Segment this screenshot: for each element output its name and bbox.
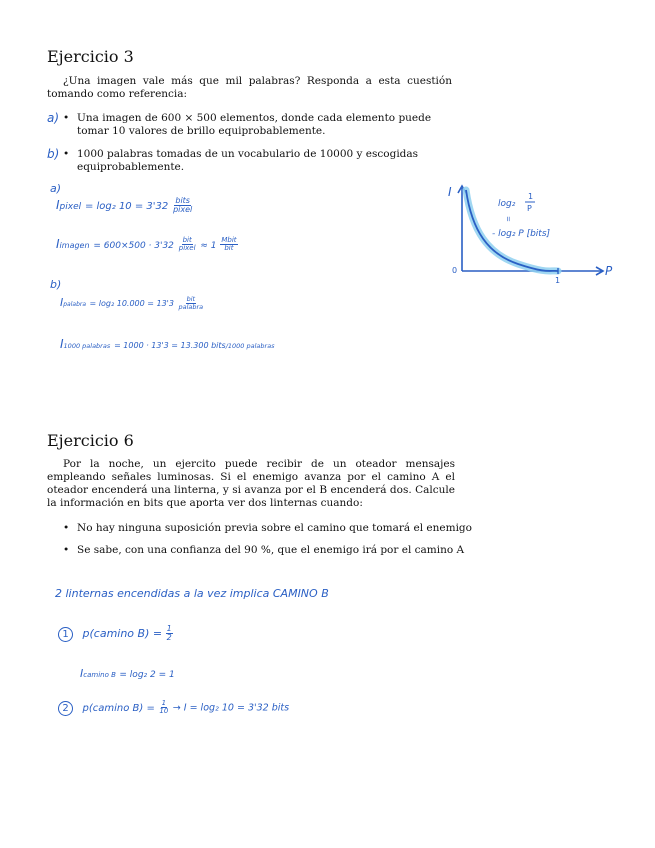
graph-x-tick: 1 — [555, 276, 561, 285]
hw-ipixel-rhs: = log₂ 10 = 3'32 — [84, 201, 169, 212]
frac-den: bit — [224, 244, 234, 252]
hw-b-label: b) — [50, 278, 62, 291]
bullet-dot: • — [63, 522, 70, 534]
graph-x-label: P — [605, 264, 613, 278]
frac-den: palabra — [178, 302, 204, 311]
hw-ipixel — [56, 197, 193, 214]
graph-origin: 0 — [452, 266, 458, 275]
hw-iimagen-frac1 — [178, 237, 197, 252]
case-1-badge: 1 — [58, 627, 73, 642]
hw-ipal-frac — [177, 296, 204, 310]
hw6-case1 — [58, 625, 173, 642]
hw-iimagen — [56, 237, 238, 252]
ex6-bullet-1 — [63, 522, 472, 536]
ex3-item-b — [63, 148, 452, 176]
ex6-bullet-2-text: Se sabe, con una confianza del 90 %, que el enemigo irá por el camino A — [77, 544, 465, 556]
ex6-bullet-2 — [63, 544, 463, 558]
hw6-i1-rhs: = log₂ 2 = 1 — [119, 670, 175, 680]
graph-ann1-num: 1 — [528, 192, 534, 201]
hw6-i1-lhs: I — [80, 667, 84, 680]
ex3-item-a-text: Una imagen de 600 × 500 elementos, donde cada elemento puede tomar 10 valores de brillo equiprobablemente. — [77, 112, 432, 137]
hw-iimagen-rhs: = 600×500 · 3'32 — [93, 241, 174, 251]
graph-ann2: - log₂ P [bits] — [492, 229, 551, 239]
frac-num: bit — [182, 236, 192, 244]
ex6-title: Ejercicio 6 — [47, 431, 134, 450]
frac-den: pixel — [178, 244, 196, 252]
hw6-i1-sub: camino B — [83, 671, 116, 679]
graph-y-label: I — [448, 185, 452, 199]
hw6-p2-lhs: p(camino B) = — [82, 702, 155, 714]
info-curve-graph — [440, 176, 620, 291]
hw-ipal-lhs: I — [60, 296, 64, 309]
frac-den: 10 — [159, 707, 169, 715]
frac-num: 1 — [161, 699, 167, 707]
hw6-i1 — [80, 667, 175, 680]
hw-i1000-lhs: I — [60, 337, 64, 351]
hw-ipal-sub: palabra — [63, 301, 87, 308]
hw-ipixel-frac — [172, 197, 193, 214]
hw-ipal-rhs: = log₂ 10.000 = 13'3 — [89, 299, 174, 308]
ex3-item-b-marker: b) — [47, 147, 60, 161]
frac-num: Mbit — [221, 236, 237, 244]
hw-ipixel-sub: pixel — [59, 202, 82, 212]
frac-num: bits — [175, 196, 190, 205]
ex3-item-a-marker: a) — [47, 111, 60, 125]
graph-ann-eq: = — [504, 216, 512, 222]
frac-num: bit — [186, 295, 196, 303]
frac-den: 2 — [166, 633, 172, 642]
graph-ann1: log₂ — [498, 199, 516, 209]
frac-den: pixel — [173, 205, 193, 214]
hw-ipalabra — [60, 296, 204, 310]
hw6-line1: 2 linternas encendidas a la vez implica CAMINO B — [55, 587, 329, 600]
hw-i1000 — [60, 337, 275, 351]
ex3-intro: ¿Una imagen vale más que mil palabras? Responda a esta cuestión tomando como referencia: — [47, 75, 452, 100]
ex3-item-b-text: 1000 palabras tomadas de un vocabulario de 10000 y escogidas equiprobablemente. — [77, 148, 419, 173]
hw-iimagen-sub: imagen — [59, 241, 90, 250]
case-2-badge: 2 — [58, 701, 73, 716]
hw-iimagen-frac2 — [220, 237, 237, 252]
ex3-title: Ejercicio 3 — [47, 47, 134, 66]
hw6-p2-rhs: → I = log₂ 10 = 3'32 bits — [172, 702, 290, 714]
ex6-intro: Por la noche, un ejercito puede recibir de un oteador mensajes empleando señales luminosas. Si el enemigo avanza por el camino A el oteador encenderá una linterna, y si avanza por el B encenderá dos. Calcule la información en bits que aporta ver dos linternas cuando: — [47, 458, 455, 509]
frac-num: 1 — [166, 624, 172, 633]
ex3-item-a — [63, 112, 452, 140]
bullet-dot: • — [63, 112, 70, 124]
hw6-p2-frac — [158, 700, 169, 715]
ex6-bullet-1-text: No hay ninguna suposición previa sobre el camino que tomará el enemigo — [77, 522, 472, 534]
hw-a-label: a) — [50, 182, 62, 195]
hw-i1000-sub: 1000 palabras — [63, 342, 111, 350]
hw6-case2 — [58, 700, 289, 716]
hw-ipixel-lhs: I — [56, 198, 60, 212]
hw-i1000-rhs: = 1000 · 13'3 = 13.300 bits — [114, 341, 226, 350]
hw6-p1-frac — [166, 625, 173, 642]
hw-i1000-tail: /1000 palabras — [225, 342, 275, 350]
hw6-p1-lhs: p(camino B) = — [82, 626, 163, 640]
hw-iimagen-approx: ≈ 1 — [200, 241, 217, 251]
bullet-dot: • — [63, 148, 70, 160]
bullet-dot: • — [63, 544, 70, 556]
hw-iimagen-lhs: I — [56, 237, 60, 251]
graph-ann1-den: P — [527, 204, 532, 213]
